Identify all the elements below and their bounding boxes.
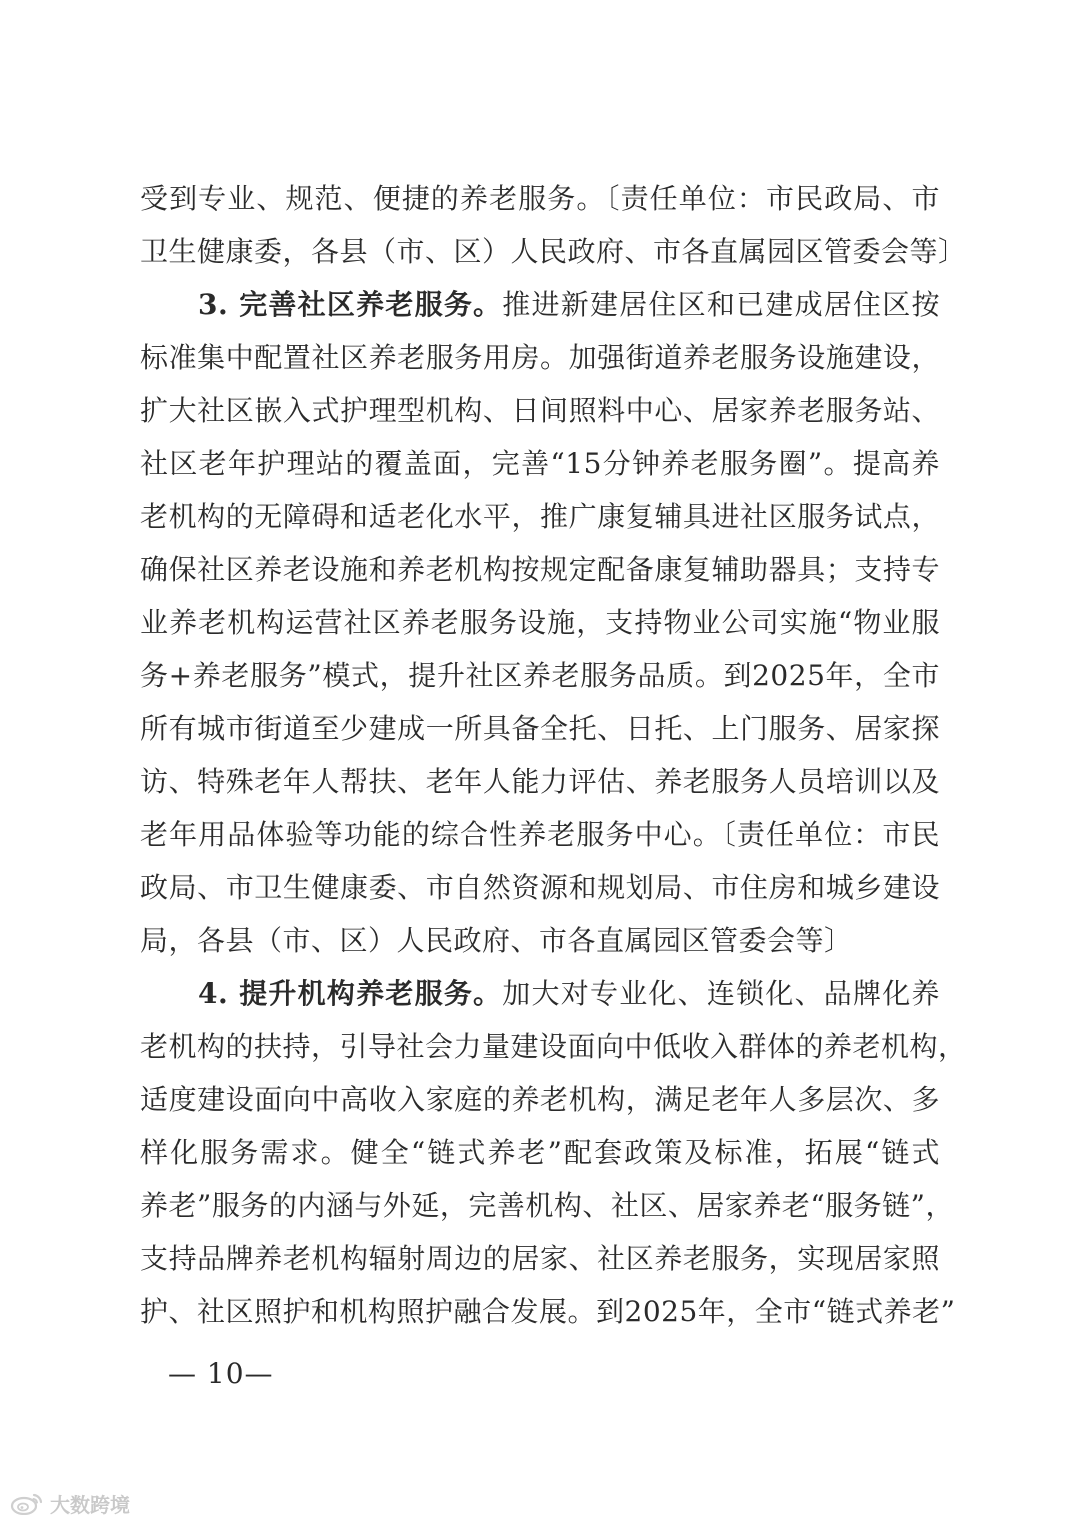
watermark [10,1490,130,1516]
paragraph-line: 老机构的无障碍和适老化水平，推广康复辅具进社区服务试点， [140,500,940,533]
watermark-text: 大数跨境 [50,1492,130,1517]
paragraph-text: 加大对专业化、连锁化、品牌化养 [502,977,940,1010]
paragraph-line: 扩大社区嵌入式护理型机构、日间照料中心、居家养老服务站、 [140,394,940,427]
page-number: — 10— [168,1357,274,1390]
section-4-heading: 4. 提升机构养老服务。 [198,977,503,1010]
section-4-first-line [198,976,940,1012]
paragraph-line: 访、特殊老年人帮扶、老年人能力评估、养老服务人员培训以及 [140,765,940,798]
paragraph-line: 适度建设面向中高收入家庭的养老机构，满足老年人多层次、多 [140,1083,940,1116]
paragraph-line: 受到专业、规范、便捷的养老服务。〔责任单位：市民政局、市 [140,182,940,215]
section-3-heading: 3. 完善社区养老服务。 [198,288,503,321]
paragraph-line: 卫生健康委，各县（市、区）人民政府、市各直属园区管委会等〕 [140,235,967,268]
paragraph-line: 所有城市街道至少建成一所具备全托、日托、上门服务、居家探 [140,712,940,745]
paragraph-line: 确保社区养老设施和养老机构按规定配备康复辅助器具；支持专 [140,553,940,586]
paragraph-line: 老机构的扶持，引导社会力量建设面向中低收入群体的养老机构， [140,1030,967,1063]
paragraph-line: 养老”服务的内涵与外延，完善机构、社区、居家养老“服务链”， [140,1189,954,1222]
paragraph-line: 业养老机构运营社区养老服务设施，支持物业公司实施“物业服 [140,606,940,639]
paragraph-line: 务+养老服务”模式，提升社区养老服务品质。到2025年，全市 [140,659,940,692]
paragraph-text: 推进新建居住区和已建成居住区按 [502,288,940,321]
paragraph-line: 社区老年护理站的覆盖面，完善“15分钟养老服务圈”。提高养 [140,447,940,480]
paragraph-line: 政局、市卫生健康委、市自然资源和规划局、市住房和城乡建设 [140,871,940,904]
paragraph-line: 标准集中配置社区养老服务用房。加强街道养老服务设施建设， [140,341,940,374]
paragraph-line: 局，各县（市、区）人民政府、市各直属园区管委会等〕 [140,924,853,957]
paragraph-line: 样化服务需求。健全“链式养老”配套政策及标准，拓展“链式 [140,1136,940,1169]
section-3-first-line [198,287,940,323]
paragraph-line: 支持品牌养老机构辐射周边的居家、社区养老服务，实现居家照 [140,1242,940,1275]
paragraph-line: 护、社区照护和机构照护融合发展。到2025年，全市“链式养老” [140,1295,956,1328]
weibo-logo-icon [10,1491,44,1515]
paragraph-line: 老年用品体验等功能的综合性养老服务中心。〔责任单位：市民 [140,818,940,851]
